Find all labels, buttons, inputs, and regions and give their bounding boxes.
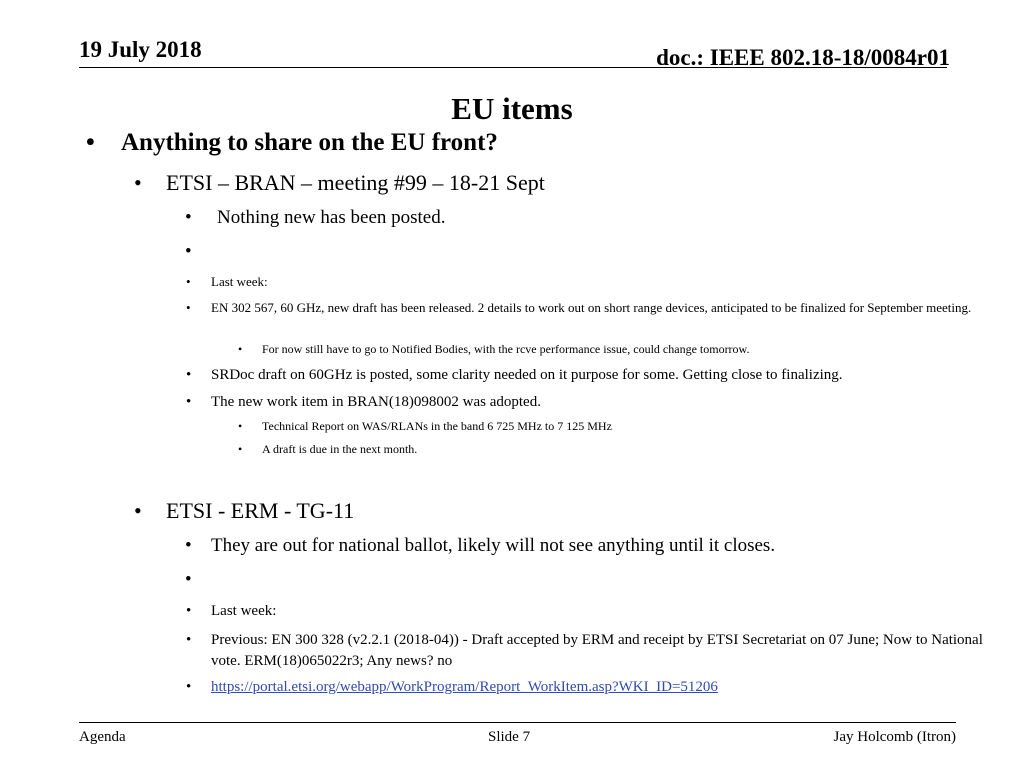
bullet-icon: • (185, 569, 192, 590)
bran-en302567: EN 302 567, 60 GHz, new draft has been released. 2 details to work out on short range devices, anticipated to be finalized for September meeting. (211, 300, 972, 315)
header-date: 19 July 2018 (79, 37, 202, 62)
bullet-icon: • (186, 274, 191, 289)
bran-nothing-new: Nothing new has been posted. (217, 207, 446, 228)
bullet-icon: • (185, 207, 192, 228)
bullet-icon: • (134, 498, 142, 523)
header-divider (79, 67, 947, 68)
question-text: Anything to share on the EU front? (121, 129, 498, 156)
bullet-icon: • (186, 679, 192, 695)
bran-heading: ETSI – BRAN – meeting #99 – 18-21 Sept (166, 170, 545, 195)
etsi-workitem-link[interactable]: https://portal.etsi.org/webapp/WorkProgram/Report_WorkItem.asp?WKI_ID=51206 (211, 679, 718, 695)
erm-previous: Previous: EN 300 328 (v2.2.1 (2018-04)) - Draft accepted by ERM and receipt by ETSI Secretariat on 07 June; Now to National vote. ERM(18)065022r3; Any news? no (211, 632, 983, 669)
bran-draft-due: A draft is due in the next month. (262, 442, 418, 456)
header-doc-id: doc.: IEEE 802.18-18/0084r01 (656, 45, 950, 70)
slide-number: Slide 7 (488, 729, 531, 745)
bullet-icon: • (238, 419, 243, 433)
bran-last-week: Last week: (211, 274, 268, 289)
bullet-icon: • (86, 129, 95, 156)
bran-technical-report: Technical Report on WAS/RLANs in the band 6 725 MHz to 7 125 MHz (262, 419, 612, 433)
erm-last-week: Last week: (211, 603, 277, 619)
bullet-icon: • (185, 241, 192, 262)
footer-divider (79, 722, 956, 723)
footer-left: Agenda (79, 729, 126, 745)
bran-new-work-item: The new work item in BRAN(18)098002 was adopted. (211, 394, 541, 410)
bullet-icon: • (186, 367, 192, 383)
bullet-icon: • (238, 342, 243, 356)
bran-srdoc: SRDoc draft on 60GHz is posted, some clarity needed on it purpose for some. Getting close to finalizing. (211, 367, 843, 383)
footer-author: Jay Holcomb (Itron) (833, 729, 956, 745)
slide-title: EU items (451, 91, 573, 126)
erm-heading: ETSI - ERM - TG-11 (166, 498, 355, 523)
bullet-icon: • (238, 442, 243, 456)
bullet-icon: • (185, 535, 192, 556)
bullet-icon: • (186, 632, 192, 648)
bullet-icon: • (186, 394, 192, 410)
bullet-icon: • (186, 300, 191, 315)
bullet-icon: • (186, 603, 192, 619)
bran-notified-bodies: For now still have to go to Notified Bodies, with the rcve performance issue, could change tomorrow. (262, 342, 750, 356)
erm-national-ballot: They are out for national ballot, likely will not see anything until it closes. (211, 535, 776, 556)
bullet-icon: • (134, 170, 142, 195)
